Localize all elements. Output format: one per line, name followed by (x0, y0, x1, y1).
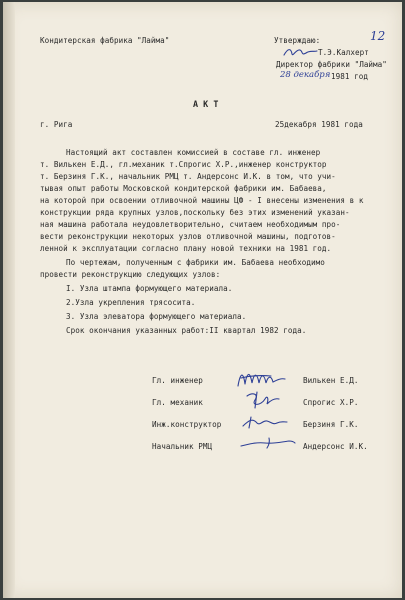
document-date: 25декабря 1981 года (275, 120, 363, 129)
body-line: По чертежам, полученным с фабрики им. Бабаева необходимо (66, 258, 325, 267)
approve-year: 1981 год (331, 72, 368, 81)
approve-label: Утверждаю: (274, 36, 321, 45)
deadline: Срок окончания указанных работ:II квартал 1982 года. (66, 326, 307, 335)
body-line: ленной к эксплуатации согласно плану новой техники на 1981 год. (40, 244, 332, 253)
signer-role: Инж.конструктор (152, 420, 222, 429)
handwritten-number: 12 (370, 29, 386, 43)
body-line: т. Вилькен Е.Д., гл.механик т.Спрогис Х.Р.,инженер конструктор (40, 160, 327, 169)
place: г. Рига (40, 120, 73, 129)
approver-name: Т.Э.Калхерт (318, 48, 369, 57)
handwritten-date: 28 декабря (280, 70, 331, 80)
signer-name: Берзиня Г.К. (303, 420, 359, 429)
body-line: конструкции ряда крупных узлов,поскольку без этих изменений указан- (40, 208, 350, 217)
signer-role: Гл. механик (152, 398, 203, 407)
approval-signature (282, 46, 322, 58)
body-line: на которой при освоении отливочной машины ЦФ - I внесены изменения в к (40, 196, 364, 205)
body-line: ная машина работала неудовлетворительно, считаем необходимым про- (40, 220, 341, 229)
list-item: 2.Узла укрепления трясосита. (66, 298, 196, 307)
organization-name: Кондитерская фабрика "Лайма" (40, 36, 170, 45)
body-line: тывая опыт работы Московской кондитерской фабрики им. Бабаева, (40, 184, 327, 193)
signature-shop-head (239, 436, 297, 450)
list-item: I. Узла штампа формующего материала. (66, 284, 233, 293)
body-line: провести реконструкцию следующих узлов: (40, 270, 221, 279)
signature-chief-mechanic (243, 390, 283, 410)
signer-name: Андерсонс И.К. (303, 442, 368, 451)
body-line: Настоящий акт составлен комиссией в составе гл. инженер (66, 148, 321, 157)
body-line: т. Берзиня Г.К., начальник РМЦ т. Андерсонс И.К. в том, что учи- (40, 172, 336, 181)
binding-edge (3, 2, 15, 598)
signature-design-engineer (241, 414, 289, 430)
signer-role: Гл. инженер (152, 376, 203, 385)
signer-name: Спрогис Х.Р. (303, 398, 359, 407)
approver-title: Директор фабрики "Лайма" (276, 60, 387, 69)
signer-name: Вилькен Е.Д. (303, 376, 359, 385)
body-line: вести реконструкции некоторых узлов отливочной машины, подготов- (40, 232, 336, 241)
signature-chief-engineer (235, 368, 287, 390)
document-title: А К Т (193, 99, 219, 109)
document-page (3, 2, 402, 598)
signer-role: Начальник РМЦ (152, 442, 213, 451)
list-item: 3. Узла элеватора формующего материала. (66, 312, 247, 321)
